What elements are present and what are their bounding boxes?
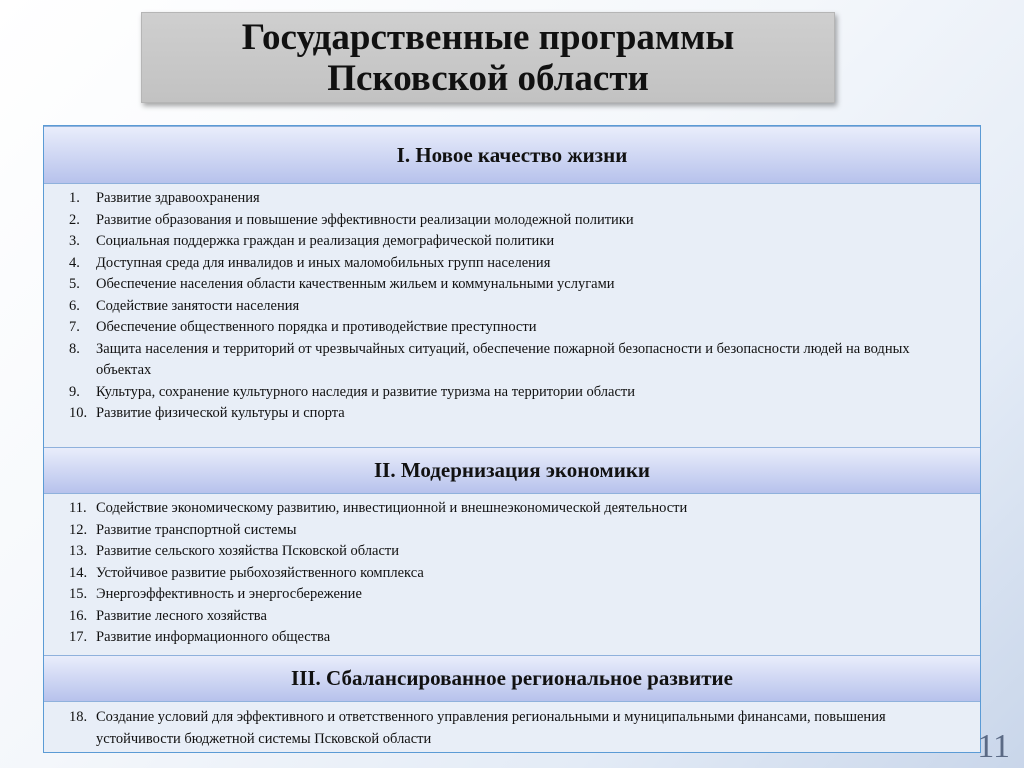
item-number: 12. xyxy=(69,521,88,538)
section-header-regional-development xyxy=(44,655,980,702)
item-text: Обеспечение общественного порядка и противодействие преступности xyxy=(96,319,537,335)
list-item xyxy=(69,339,968,382)
programs-table xyxy=(43,125,981,753)
list-item xyxy=(69,210,968,232)
item-number: 14. xyxy=(69,564,88,581)
item-number: 9. xyxy=(69,383,80,400)
list-item xyxy=(69,498,968,520)
item-number: 1. xyxy=(69,190,80,206)
item-text: Энергоэффективность и энергосбережение xyxy=(96,586,362,602)
section-body-quality-of-life xyxy=(44,184,980,447)
slide-title-line-1: Государственные программы xyxy=(241,16,735,58)
list-item xyxy=(69,382,968,404)
item-number: 3. xyxy=(69,233,80,249)
item-number: 5. xyxy=(69,276,80,292)
item-text: Защита населения и территорий от чрезвычайных ситуаций, обеспечение пожарной безопасности и безопасности людей на водных объектах xyxy=(96,340,910,378)
slide-title xyxy=(141,12,835,103)
section-heading: I. Новое качество жизни xyxy=(396,142,628,167)
item-number: 7. xyxy=(69,319,80,335)
page-number: 11 xyxy=(977,728,1010,765)
item-text: Развитие транспортной системы xyxy=(96,521,297,538)
item-text: Развитие информационного общества xyxy=(96,629,331,645)
program-list xyxy=(69,707,968,750)
item-text: Создание условий для эффективного и ответственного управления региональными и муниципальными финансами, повышения устойчивости бюджетной системы Псковской области xyxy=(96,709,886,747)
list-item xyxy=(69,606,968,628)
list-item xyxy=(69,520,968,542)
item-number: 13. xyxy=(69,543,88,559)
section-heading: II. Модернизация экономики xyxy=(373,458,651,482)
item-number: 18. xyxy=(69,709,88,725)
list-item xyxy=(69,188,968,210)
item-text: Развитие физической культуры и спорта xyxy=(96,405,345,421)
item-text: Социальная поддержка граждан и реализация демографической политики xyxy=(96,233,555,249)
item-text: Развитие лесного хозяйства xyxy=(96,607,267,624)
item-number: 6. xyxy=(69,297,80,314)
item-text: Устойчивое развитие рыбохозяйственного комплекса xyxy=(96,564,424,581)
program-list xyxy=(69,498,968,649)
item-text: Культура, сохранение культурного наследия и развитие туризма на территории области xyxy=(96,383,636,400)
item-text: Содействие экономическому развитию, инвестиционной и внешнеэкономической деятельности xyxy=(96,500,688,516)
list-item xyxy=(69,231,968,253)
item-text: Развитие образования и повышение эффективности реализации молодежной политики xyxy=(96,211,634,228)
item-number: 17. xyxy=(69,629,88,645)
item-text: Обеспечение населения области качественным жильем и коммунальными услугами xyxy=(96,276,615,292)
list-item xyxy=(69,541,968,563)
section-heading: III. Сбалансированное региональное развитие xyxy=(291,666,733,690)
section-header-economy-modernization xyxy=(44,447,980,494)
list-item xyxy=(69,317,968,339)
section-header-quality-of-life xyxy=(44,126,980,184)
item-number: 11. xyxy=(69,500,87,516)
program-list xyxy=(69,188,968,425)
item-text: Доступная среда для инвалидов и иных маломобильных групп населения xyxy=(96,254,551,271)
item-number: 8. xyxy=(69,340,80,357)
item-number: 15. xyxy=(69,586,88,602)
item-number: 4. xyxy=(69,254,80,271)
item-text: Развитие здравоохранения xyxy=(96,190,260,206)
list-item xyxy=(69,274,968,296)
list-item xyxy=(69,296,968,318)
item-text: Развитие сельского хозяйства Псковской области xyxy=(96,543,400,559)
list-item xyxy=(69,584,968,606)
item-number: 16. xyxy=(69,607,88,624)
item-number: 2. xyxy=(69,211,80,228)
list-item xyxy=(69,563,968,585)
item-text: Содействие занятости населения xyxy=(96,297,300,314)
list-item xyxy=(69,253,968,275)
section-body-regional-development xyxy=(44,702,980,752)
list-item xyxy=(69,707,968,750)
slide-title-line-2: Псковской области xyxy=(327,57,649,99)
list-item xyxy=(69,403,968,425)
list-item xyxy=(69,627,968,649)
item-number: 10. xyxy=(69,405,88,421)
section-body-economy-modernization xyxy=(44,494,980,655)
